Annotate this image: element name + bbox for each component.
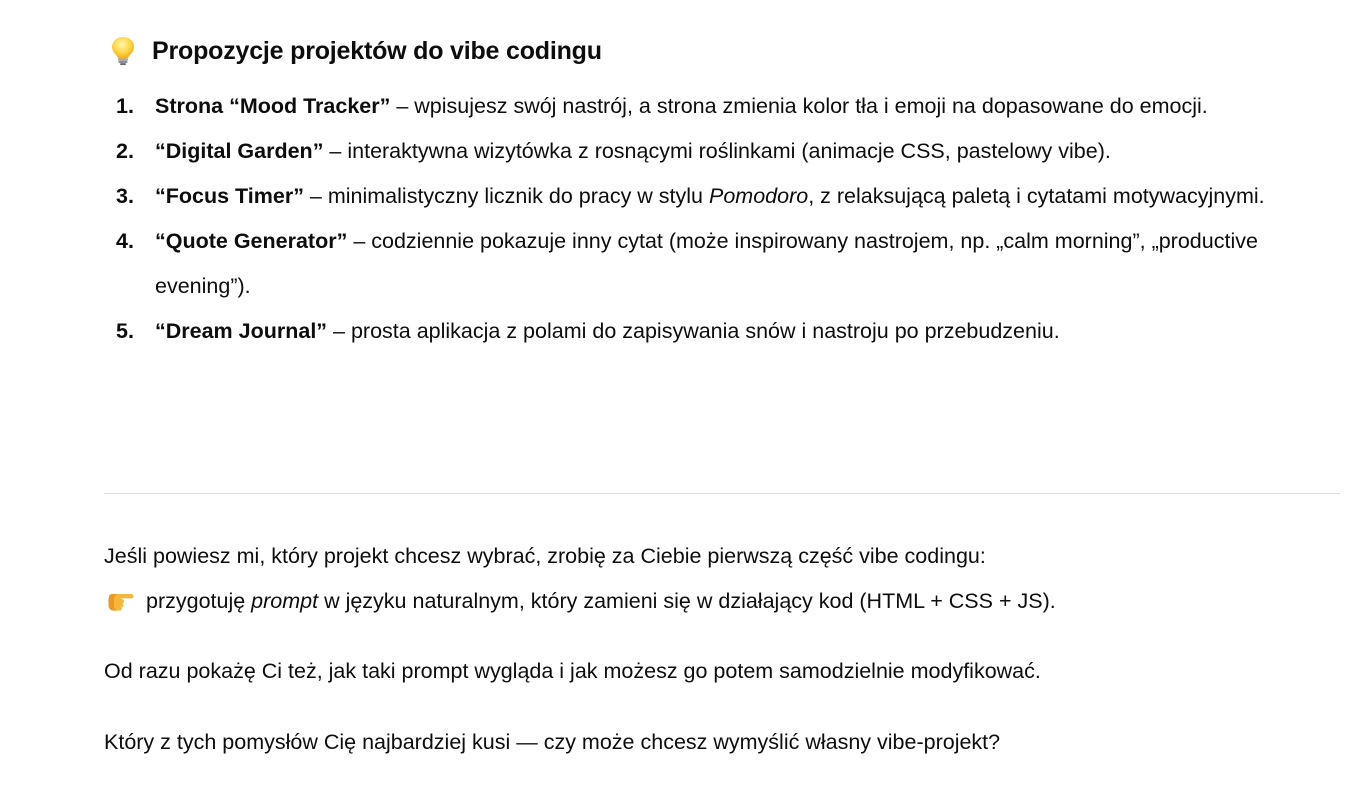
project-list bbox=[104, 84, 1344, 354]
lightbulb-icon bbox=[110, 36, 136, 66]
show-prompt-paragraph: Od razu pokażę Ci też, jak taki prompt wygląda i jak możesz go potem samodzielnie modyfikować. bbox=[104, 659, 1041, 683]
list-item-number: 3. bbox=[116, 184, 134, 208]
offer-text: przygotuję bbox=[146, 589, 252, 613]
list-item-description: – minimalistyczny licznik do pracy w stylu bbox=[303, 184, 709, 208]
list-item-description: , z relaksującą paletą i cytatami motywacyjnymi. bbox=[808, 184, 1265, 208]
list-item-emphasis: Pomodoro bbox=[708, 184, 809, 208]
list-item bbox=[104, 309, 1344, 354]
list-item bbox=[104, 84, 1344, 129]
pointing-hand-icon bbox=[106, 582, 134, 604]
list-item-title: “Dream Journal” bbox=[155, 319, 328, 343]
offer-emphasis: prompt bbox=[251, 589, 319, 613]
list-item bbox=[104, 174, 1344, 219]
list-item-title: Strona “Mood Tracker” bbox=[155, 94, 391, 118]
section-heading bbox=[110, 36, 602, 66]
offer-text: w języku naturalnym, który zamieni się w działający kod (HTML + CSS + JS). bbox=[318, 589, 1056, 613]
divider bbox=[104, 493, 1340, 494]
question-paragraph: Który z tych pomysłów Cię najbardziej kusi — czy może chcesz wymyślić własny vibe-projekt? bbox=[104, 730, 1001, 754]
list-item-description: – prosta aplikacja z polami do zapisywania snów i nastroju po przebudzeniu. bbox=[327, 319, 1060, 343]
list-item-title: “Quote Generator” bbox=[155, 229, 348, 253]
list-item-description: – interaktywna wizytówka z rosnącymi roślinkami (animacje CSS, pastelowy vibe). bbox=[323, 139, 1111, 163]
list-item-number: 4. bbox=[116, 229, 134, 253]
list-item bbox=[104, 129, 1344, 174]
list-item-number: 2. bbox=[116, 139, 134, 163]
list-item-title: “Focus Timer” bbox=[155, 184, 304, 208]
list-item-number: 5. bbox=[116, 319, 134, 343]
offer-bullet-line bbox=[104, 579, 1344, 624]
offer-paragraph bbox=[104, 534, 1344, 624]
list-item-title: “Digital Garden” bbox=[155, 139, 324, 163]
list-item-description: – wpisujesz swój nastrój, a strona zmienia kolor tła i emoji na dopasowane do emocji. bbox=[390, 94, 1208, 118]
section-heading-text: Propozycje projektów do vibe codingu bbox=[152, 36, 602, 65]
list-item-description: – codziennie pokazuje inny cytat (może inspirowany nastrojem, np. „calm morning”, „productive evening”). bbox=[155, 229, 1258, 298]
offer-line: Jeśli powiesz mi, który projekt chcesz wybrać, zrobię za Ciebie pierwszą część vibe codingu: bbox=[104, 544, 986, 568]
list-item bbox=[104, 219, 1344, 309]
list-item-number: 1. bbox=[116, 94, 134, 118]
